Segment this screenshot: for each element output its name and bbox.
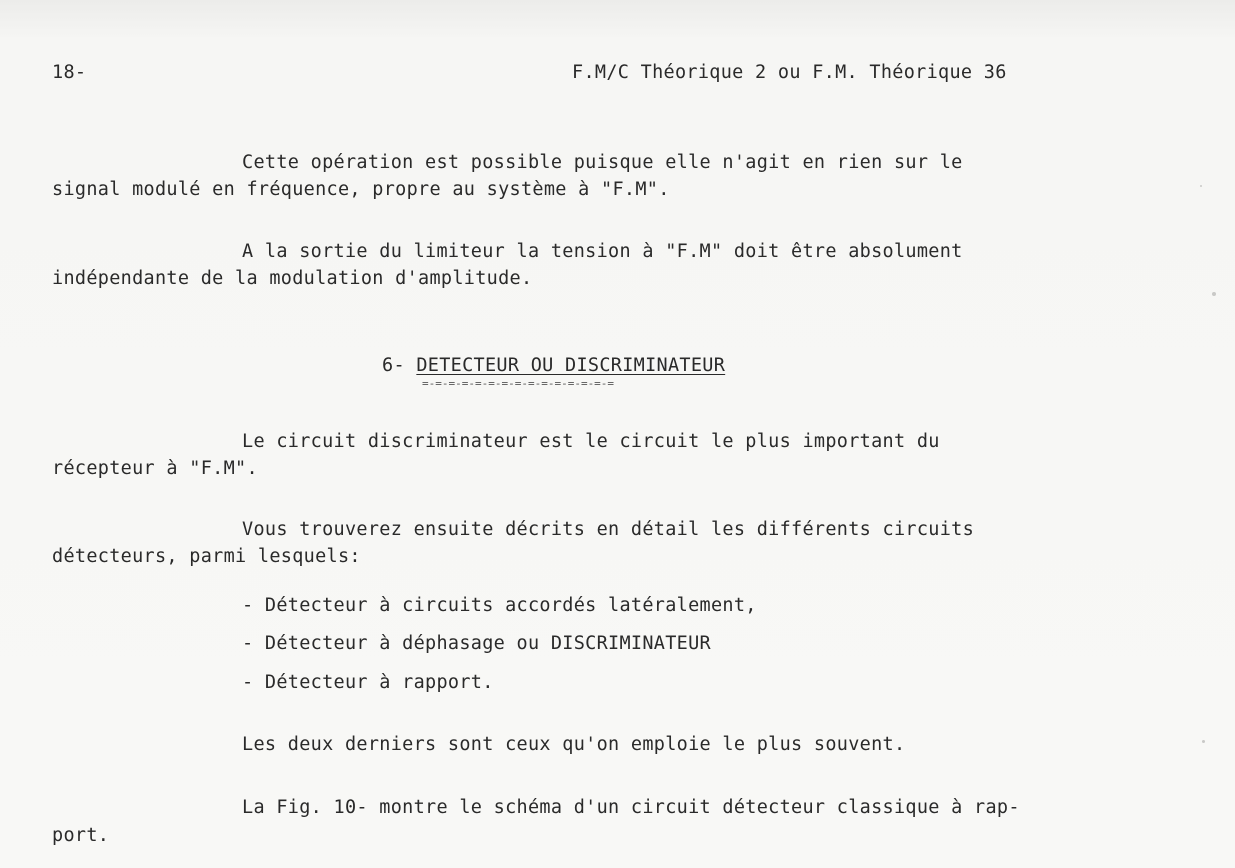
- paragraph-2-line-2: indépendante de la modulation d'amplitude.: [52, 268, 533, 289]
- section-heading: [382, 355, 726, 390]
- paragraph-1-line-2: signal modulé en fréquence, propre au système à "F.M".: [52, 179, 670, 200]
- paragraph-3-line-1: Le circuit discriminateur est le circuit le plus important du: [242, 431, 940, 452]
- heading-underline-decoration: =-=-=-=-=-=-=-=-=-=-=-=-=-=-=: [422, 377, 615, 390]
- paragraph-6-line-2: port.: [52, 825, 110, 846]
- scan-speck: [1212, 292, 1216, 296]
- paragraph-4-line-2: détecteurs, parmi lesquels:: [52, 546, 361, 567]
- paragraph-1-line-1: Cette opération est possible puisque elle n'agit en rien sur le: [242, 152, 963, 173]
- scan-speck: [1200, 185, 1202, 187]
- section-title: DETECTEUR OU DISCRIMINATEUR: [416, 355, 726, 376]
- section-number: 6-: [382, 355, 405, 376]
- course-reference: F.M/C Théorique 2 ou F.M. Théorique 36: [572, 62, 1007, 83]
- list-item: - Détecteur à rapport.: [242, 672, 494, 693]
- paragraph-4-line-1: Vous trouverez ensuite décrits en détail les différents circuits: [242, 519, 975, 540]
- list-item: - Détecteur à déphasage ou DISCRIMINATEUR: [242, 633, 711, 654]
- paragraph-6-line-1: La Fig. 10- montre le schéma d'un circuit détecteur classique à rap-: [242, 797, 1020, 818]
- paragraph-2-line-1: A la sortie du limiteur la tension à "F.M" doit être absolument: [242, 241, 963, 262]
- list-item: - Détecteur à circuits accordés latéralement,: [242, 595, 757, 616]
- page-number: 18-: [52, 62, 87, 83]
- paragraph-3-line-2: récepteur à "F.M".: [52, 458, 258, 479]
- scan-speck: [1202, 740, 1205, 743]
- paragraph-5: Les deux derniers sont ceux qu'on emploie le plus souvent.: [242, 734, 906, 755]
